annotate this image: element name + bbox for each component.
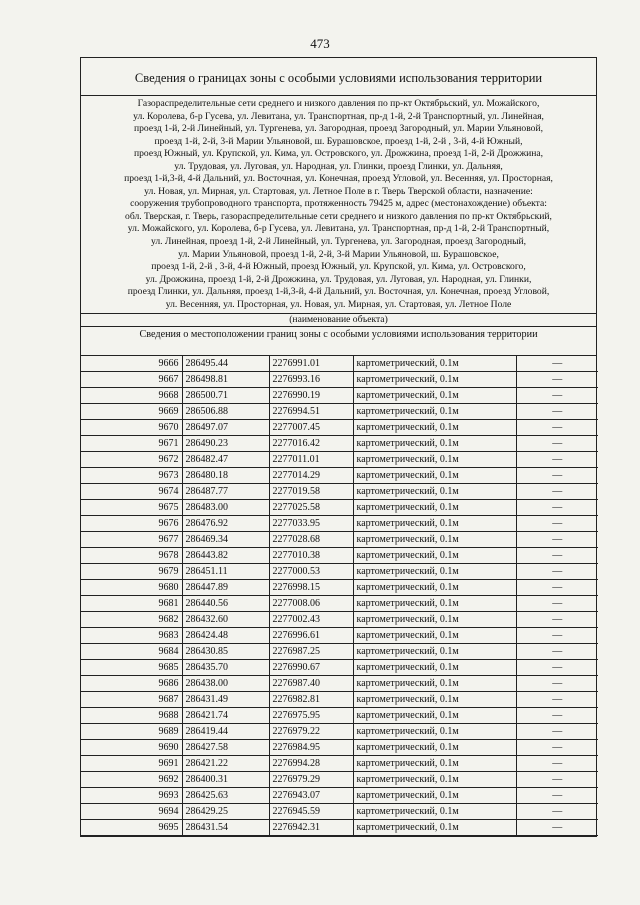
coord-x-cell: 286480.18 [182, 468, 269, 484]
table-row [81, 708, 598, 724]
accuracy-dash-cell: — [516, 580, 598, 596]
table-row [81, 356, 598, 372]
method-accuracy-cell: картометрический, 0.1м [353, 564, 516, 580]
coord-x-cell: 286425.63 [182, 788, 269, 804]
coord-y-cell: 2277016.42 [269, 436, 353, 452]
coord-x-cell: 286500.71 [182, 388, 269, 404]
point-number-cell: 9690 [81, 740, 182, 756]
coord-y-cell: 2276987.25 [269, 644, 353, 660]
coord-y-cell: 2276979.22 [269, 724, 353, 740]
coord-x-cell: 286429.25 [182, 804, 269, 820]
point-number-cell: 9679 [81, 564, 182, 580]
coord-x-cell: 286400.31 [182, 772, 269, 788]
coord-y-cell: 2276982.81 [269, 692, 353, 708]
coord-y-cell: 2277011.01 [269, 452, 353, 468]
coord-y-cell: 2277033.95 [269, 516, 353, 532]
table-row [81, 596, 598, 612]
table-row [81, 548, 598, 564]
coord-y-cell: 2276994.28 [269, 756, 353, 772]
point-number-cell: 9693 [81, 788, 182, 804]
accuracy-dash-cell: — [516, 420, 598, 436]
accuracy-dash-cell: — [516, 708, 598, 724]
point-number-cell: 9677 [81, 532, 182, 548]
table-row [81, 660, 598, 676]
coord-x-cell: 286430.85 [182, 644, 269, 660]
description-line: обл. Тверская, г. Тверь, газораспределительные сети среднего и низкого давления по пр-кт Октябрьский, [125, 210, 552, 222]
method-accuracy-cell: картометрический, 0.1м [353, 388, 516, 404]
coord-x-cell: 286506.88 [182, 404, 269, 420]
object-description [81, 96, 596, 313]
point-number-cell: 9669 [81, 404, 182, 420]
coord-y-cell: 2276990.19 [269, 388, 353, 404]
point-number-cell: 9692 [81, 772, 182, 788]
table-row [81, 468, 598, 484]
point-number-cell: 9685 [81, 660, 182, 676]
point-number-cell: 9668 [81, 388, 182, 404]
coord-x-cell: 286498.81 [182, 372, 269, 388]
method-accuracy-cell: картометрический, 0.1м [353, 532, 516, 548]
coordinates-table [81, 356, 598, 836]
method-accuracy-cell: картометрический, 0.1м [353, 612, 516, 628]
accuracy-dash-cell: — [516, 548, 598, 564]
coord-y-cell: 2277028.68 [269, 532, 353, 548]
method-accuracy-cell: картометрический, 0.1м [353, 708, 516, 724]
description-line: проезд 1-й,3-й, 4-й Дальний, ул. Восточная, ул. Конечная, проезд Угловой, ул. Весенняя, ул. Просторная, [124, 173, 553, 185]
point-number-cell: 9676 [81, 516, 182, 532]
coord-x-cell: 286443.82 [182, 548, 269, 564]
accuracy-dash-cell: — [516, 788, 598, 804]
description-line: проезд 1-й, 2-й, 3-й Марии Ульяновой, ш. Бурашовское, проезд 1-й, 2-й , 3-й, 4-й Южный, [154, 135, 523, 147]
table-row [81, 532, 598, 548]
accuracy-dash-cell: — [516, 484, 598, 500]
description-line: ул. Трудовая, ул. Луговая, ул. Народная, ул. Глинки, проезд Глинки, ул. Дальняя, [174, 160, 503, 172]
description-line: сооружения трубопроводного транспорта, протяженность 79425 м, адрес (местонахождение) объекта: [130, 198, 547, 210]
method-accuracy-cell: картометрический, 0.1м [353, 756, 516, 772]
object-name-caption: (наименование объекта) [81, 313, 596, 327]
coord-x-cell: 286427.58 [182, 740, 269, 756]
point-number-cell: 9672 [81, 452, 182, 468]
coord-x-cell: 286432.60 [182, 612, 269, 628]
coord-y-cell: 2277000.53 [269, 564, 353, 580]
point-number-cell: 9678 [81, 548, 182, 564]
coord-x-cell: 286440.56 [182, 596, 269, 612]
coord-y-cell: 2277008.06 [269, 596, 353, 612]
method-accuracy-cell: картометрический, 0.1м [353, 484, 516, 500]
point-number-cell: 9686 [81, 676, 182, 692]
method-accuracy-cell: картометрический, 0.1м [353, 788, 516, 804]
coord-y-cell: 2277019.58 [269, 484, 353, 500]
coord-y-cell: 2277025.58 [269, 500, 353, 516]
document-title: Сведения о границах зоны с особыми условиями использования территории [81, 58, 596, 96]
method-accuracy-cell: картометрический, 0.1м [353, 548, 516, 564]
description-line: Газораспределительные сети среднего и низкого давления по пр-кт Октябрьский, ул. Можайского, [137, 98, 540, 109]
description-line: проезд Южный, ул. Крупской, ул. Кима, ул. Островского, ул. Дрожжина, проезд 1-й, 2-й Дрожжина, [133, 148, 544, 160]
method-accuracy-cell: картометрический, 0.1м [353, 580, 516, 596]
section-title: Сведения о местоположении границ зоны с особыми условиями использования территории [81, 327, 596, 356]
coord-x-cell: 286431.54 [182, 820, 269, 836]
accuracy-dash-cell: — [516, 740, 598, 756]
method-accuracy-cell: картометрический, 0.1м [353, 468, 516, 484]
table-row [81, 628, 598, 644]
coord-y-cell: 2277014.29 [269, 468, 353, 484]
coord-x-cell: 286490.23 [182, 436, 269, 452]
description-line: проезд Глинки, ул. Дальняя, проезд 1-й,3-й, 4-й Дальний, ул. Восточная, ул. Конечная, проезд Угловой, [127, 286, 550, 298]
method-accuracy-cell: картометрический, 0.1м [353, 724, 516, 740]
coord-y-cell: 2276975.95 [269, 708, 353, 724]
table-row [81, 788, 598, 804]
table-row [81, 612, 598, 628]
method-accuracy-cell: картометрический, 0.1м [353, 820, 516, 836]
description-line: ул. Дрожжина, проезд 1-й, 2-й Дрожжина, ул. Трудовая, ул. Луговая, ул. Народная, ул. Глинки, [145, 273, 532, 285]
coord-y-cell: 2276942.31 [269, 820, 353, 836]
accuracy-dash-cell: — [516, 532, 598, 548]
coord-y-cell: 2277007.45 [269, 420, 353, 436]
coord-x-cell: 286487.77 [182, 484, 269, 500]
method-accuracy-cell: картометрический, 0.1м [353, 516, 516, 532]
coord-y-cell: 2276945.59 [269, 804, 353, 820]
document-frame [80, 57, 597, 837]
point-number-cell: 9687 [81, 692, 182, 708]
method-accuracy-cell: картометрический, 0.1м [353, 644, 516, 660]
coord-y-cell: 2276994.51 [269, 404, 353, 420]
accuracy-dash-cell: — [516, 356, 598, 372]
point-number-cell: 9673 [81, 468, 182, 484]
table-row [81, 820, 598, 836]
description-line: ул. Линейная, проезд 1-й, 2-й Линейный, ул. Тургенева, ул. Загородная, проезд Загородный, [150, 236, 527, 248]
accuracy-dash-cell: — [516, 372, 598, 388]
accuracy-dash-cell: — [516, 468, 598, 484]
accuracy-dash-cell: — [516, 820, 598, 836]
table-row [81, 756, 598, 772]
page-number: 473 [310, 36, 330, 51]
method-accuracy-cell: картометрический, 0.1м [353, 628, 516, 644]
table-row [81, 804, 598, 820]
method-accuracy-cell: картометрический, 0.1м [353, 772, 516, 788]
accuracy-dash-cell: — [516, 724, 598, 740]
description-line: ул. Королева, б-р Гусева, ул. Левитана, ул. Транспортная, пр-д 1-й, 2-й Транспортный, ул. Линейная, [133, 110, 544, 122]
table-row [81, 692, 598, 708]
accuracy-dash-cell: — [516, 452, 598, 468]
accuracy-dash-cell: — [516, 404, 598, 420]
method-accuracy-cell: картометрический, 0.1м [353, 804, 516, 820]
accuracy-dash-cell: — [516, 500, 598, 516]
coord-y-cell: 2277002.43 [269, 612, 353, 628]
method-accuracy-cell: картометрический, 0.1м [353, 596, 516, 612]
coord-x-cell: 286476.92 [182, 516, 269, 532]
accuracy-dash-cell: — [516, 436, 598, 452]
accuracy-dash-cell: — [516, 516, 598, 532]
table-row [81, 420, 598, 436]
coord-x-cell: 286451.11 [182, 564, 269, 580]
point-number-cell: 9688 [81, 708, 182, 724]
coord-y-cell: 2276993.16 [269, 372, 353, 388]
method-accuracy-cell: картометрический, 0.1м [353, 372, 516, 388]
method-accuracy-cell: картометрический, 0.1м [353, 692, 516, 708]
table-row [81, 388, 598, 404]
coord-x-cell: 286421.22 [182, 756, 269, 772]
table-row [81, 740, 598, 756]
coord-x-cell: 286438.00 [182, 676, 269, 692]
accuracy-dash-cell: — [516, 628, 598, 644]
coord-y-cell: 2276984.95 [269, 740, 353, 756]
method-accuracy-cell: картометрический, 0.1м [353, 436, 516, 452]
point-number-cell: 9694 [81, 804, 182, 820]
coord-y-cell: 2276987.40 [269, 676, 353, 692]
point-number-cell: 9671 [81, 436, 182, 452]
table-row [81, 484, 598, 500]
coord-y-cell: 2276991.01 [269, 356, 353, 372]
coord-x-cell: 286469.34 [182, 532, 269, 548]
accuracy-dash-cell: — [516, 756, 598, 772]
coord-x-cell: 286419.44 [182, 724, 269, 740]
coord-x-cell: 286495.44 [182, 356, 269, 372]
table-row [81, 772, 598, 788]
coord-y-cell: 2276979.29 [269, 772, 353, 788]
method-accuracy-cell: картометрический, 0.1м [353, 676, 516, 692]
point-number-cell: 9670 [81, 420, 182, 436]
point-number-cell: 9681 [81, 596, 182, 612]
point-number-cell: 9674 [81, 484, 182, 500]
coord-x-cell: 286483.00 [182, 500, 269, 516]
method-accuracy-cell: картометрический, 0.1м [353, 660, 516, 676]
description-line: ул. Марии Ульяновой, проезд 1-й, 2-й, 3-й Марии Ульяновой, ш. Бурашовское, [178, 248, 499, 260]
point-number-cell: 9682 [81, 612, 182, 628]
coord-x-cell: 286435.70 [182, 660, 269, 676]
coord-x-cell: 286497.07 [182, 420, 269, 436]
method-accuracy-cell: картометрический, 0.1м [353, 420, 516, 436]
coord-x-cell: 286421.74 [182, 708, 269, 724]
accuracy-dash-cell: — [516, 388, 598, 404]
point-number-cell: 9689 [81, 724, 182, 740]
accuracy-dash-cell: — [516, 804, 598, 820]
accuracy-dash-cell: — [516, 644, 598, 660]
table-row [81, 500, 598, 516]
point-number-cell: 9684 [81, 644, 182, 660]
coord-y-cell: 2277010.38 [269, 548, 353, 564]
table-row [81, 436, 598, 452]
table-row [81, 724, 598, 740]
table-row [81, 404, 598, 420]
table-row [81, 644, 598, 660]
table-row [81, 676, 598, 692]
coord-y-cell: 2276990.67 [269, 660, 353, 676]
table-row [81, 372, 598, 388]
accuracy-dash-cell: — [516, 692, 598, 708]
method-accuracy-cell: картометрический, 0.1м [353, 356, 516, 372]
method-accuracy-cell: картометрический, 0.1м [353, 500, 516, 516]
point-number-cell: 9680 [81, 580, 182, 596]
table-row [81, 516, 598, 532]
coord-x-cell: 286447.89 [182, 580, 269, 596]
accuracy-dash-cell: — [516, 660, 598, 676]
coord-y-cell: 2276943.07 [269, 788, 353, 804]
point-number-cell: 9675 [81, 500, 182, 516]
point-number-cell: 9691 [81, 756, 182, 772]
coord-x-cell: 286424.48 [182, 628, 269, 644]
accuracy-dash-cell: — [516, 772, 598, 788]
description-line: проезд 1-й, 2-й Линейный, ул. Тургенева, ул. Загородная, проезд Загородный, ул. Марии Ульяновой, [133, 123, 543, 135]
point-number-cell: 9683 [81, 628, 182, 644]
table-row [81, 564, 598, 580]
description-line: ул. Можайского, ул. Королева, б-р Гусева, ул. Левитана, ул. Транспортная, пр-д 1-й, 2-й Транспортный, [127, 223, 550, 235]
method-accuracy-cell: картометрический, 0.1м [353, 404, 516, 420]
accuracy-dash-cell: — [516, 596, 598, 612]
method-accuracy-cell: картометрический, 0.1м [353, 740, 516, 756]
coord-x-cell: 286431.49 [182, 692, 269, 708]
point-number-cell: 9667 [81, 372, 182, 388]
accuracy-dash-cell: — [516, 564, 598, 580]
method-accuracy-cell: картометрический, 0.1м [353, 452, 516, 468]
accuracy-dash-cell: — [516, 676, 598, 692]
coord-x-cell: 286482.47 [182, 452, 269, 468]
table-row [81, 580, 598, 596]
coord-y-cell: 2276998.15 [269, 580, 353, 596]
description-line: проезд 1-й, 2-й , 3-й, 4-й Южный, проезд Южный, ул. Крупской, ул. Кима, ул. Островского, [151, 261, 526, 273]
description-line: ул. Новая, ул. Мирная, ул. Стартовая, ул. Летное Поле в г. Тверь Тверской области, назначение: [144, 185, 533, 197]
table-row [81, 452, 598, 468]
accuracy-dash-cell: — [516, 612, 598, 628]
coord-y-cell: 2276996.61 [269, 628, 353, 644]
description-line: ул. Весенняя, ул. Просторная, ул. Новая, ул. Мирная, ул. Стартовая, ул. Летное Поле [165, 298, 512, 310]
point-number-cell: 9695 [81, 820, 182, 836]
point-number-cell: 9666 [81, 356, 182, 372]
